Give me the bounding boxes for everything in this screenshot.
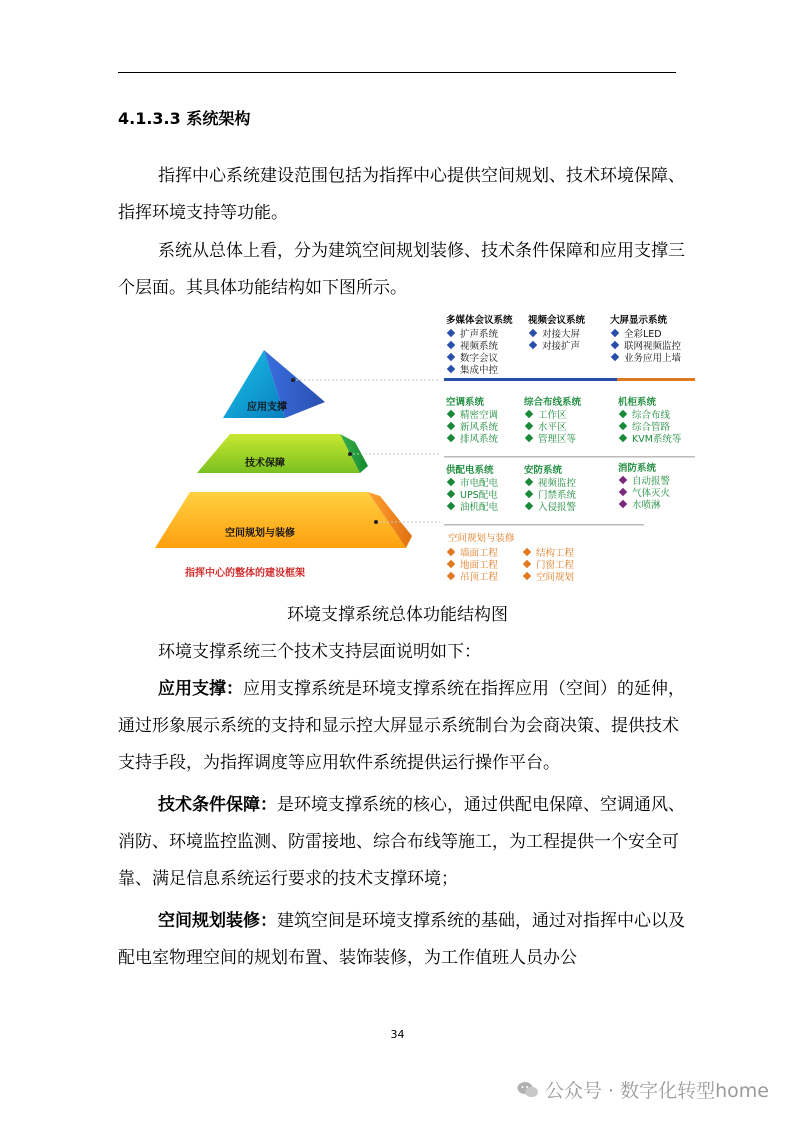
header-rule: [118, 72, 676, 73]
paragraph-app-support-text: 应用支撑系统是环境支撑系统在指挥应用（空间）的延伸，通过形象展示系统的支持和显示控大屏显示系统制台为会商决策、提供技术支持手段，为指挥调度等应用软件系统提供运行操作平台。: [118, 679, 685, 773]
paragraph-app-support-label: 应用支撑：: [158, 679, 243, 699]
list-item: 水平区: [526, 419, 567, 433]
divider-orange: [617, 378, 695, 381]
list-item: 综合布线: [620, 407, 670, 421]
list-item: 管理区等: [526, 431, 576, 445]
list-item: 水喷淋: [620, 497, 661, 511]
list-item: 入侵报警: [526, 499, 576, 513]
group-space-title: 空间规划与装修: [448, 533, 515, 544]
pyramid-bottom-face: [155, 492, 406, 548]
list-item: 空间规划: [524, 569, 574, 583]
list-item: 对接大屏: [530, 326, 580, 340]
list-item: 联网视频监控: [612, 338, 681, 352]
list-item: UPS配电: [448, 487, 498, 501]
watermark-text: 公众号 · 数字化转型home: [545, 1080, 769, 1102]
divider-gray-1: [444, 456, 695, 458]
paragraph-scope: [118, 158, 688, 232]
paragraph-overview-text: 系统从总体上看，分为建筑空间规划装修、技术条件保障和应用支撑三个层面。其具体功能结构如下图所示。: [118, 241, 685, 298]
section-heading: 4.1.3.3 系统架构: [118, 109, 251, 128]
paragraph-tech-support: [118, 787, 688, 898]
paragraph-intro: [118, 634, 688, 671]
group-fire-title: 消防系统: [618, 463, 657, 474]
watermark: [517, 1076, 769, 1103]
list-item: 地面工程: [448, 557, 498, 571]
paragraph-overview: [118, 233, 688, 307]
architecture-figure: [150, 310, 695, 590]
list-item: 排风系统: [448, 431, 498, 445]
list-item: 自动报警: [620, 473, 670, 487]
list-item: 对接扩声: [530, 338, 580, 352]
group-security-title: 安防系统: [524, 465, 563, 476]
paragraph-space-planning-text: 建筑空间是环境支撑系统的基础，通过对指挥中心以及配电室物理空间的规划布置、装饰装修，为工作值班人员办公: [118, 911, 685, 968]
list-item: 精密空调: [448, 407, 498, 421]
middle-connector-dot: [348, 452, 352, 456]
list-item: 吊顶工程: [448, 569, 498, 583]
page-number: 34: [390, 1028, 405, 1041]
figure-caption: 环境支撑系统总体功能结构图: [287, 605, 508, 625]
divider-blue: [444, 378, 617, 381]
list-item: 集成中控: [448, 362, 498, 376]
divider-gray-2: [444, 524, 644, 526]
list-item: 门禁系统: [526, 487, 576, 501]
list-item: 墙面工程: [448, 545, 498, 559]
list-item: 结构工程: [524, 545, 574, 559]
bottom-connector-dot: [374, 520, 378, 524]
list-item: 扩声系统: [448, 326, 498, 340]
list-item: 新风系统: [448, 419, 498, 433]
list-item: 数字会议: [448, 350, 498, 364]
list-item: 视频系统: [448, 338, 498, 352]
group-cabinet-title: 机柜系统: [618, 397, 657, 408]
list-item: 视频监控: [526, 475, 576, 489]
pyramid-footer-label: 指挥中心的整体的建设框架: [185, 568, 305, 579]
group-multimedia-title: 多媒体会议系统: [446, 315, 513, 326]
paragraph-tech-support-label: 技术条件保障：: [158, 795, 277, 815]
list-item: 综合管路: [620, 419, 670, 433]
group-videoconf-title: 视频会议系统: [528, 315, 586, 326]
list-item: KVM系统等: [620, 431, 681, 445]
list-item: 门窗工程: [524, 557, 574, 571]
paragraph-scope-text: 指挥中心系统建设范围包括为指挥中心提供空间规划、技术环境保障、指挥环境支持等功能。: [118, 166, 685, 223]
group-cabling-title: 综合布线系统: [524, 397, 582, 408]
list-item: 市电配电: [448, 475, 498, 489]
list-item: 全彩LED: [612, 326, 662, 340]
paragraph-app-support: [118, 671, 688, 782]
list-item: 工作区: [526, 407, 567, 421]
group-hvac-title: 空调系统: [446, 397, 485, 408]
paragraph-intro-text: 环境支撑系统三个技术支持层面说明如下：: [158, 642, 481, 662]
pyramid-bottom-label: 空间规划与装修: [225, 528, 295, 539]
list-item: 气体灭火: [620, 485, 670, 499]
paragraph-space-planning-label: 空间规划装修：: [158, 911, 277, 931]
list-item: 业务应用上墙: [612, 350, 681, 364]
pyramid-middle-label: 技术保障: [245, 458, 285, 469]
pyramid-top-label: 应用支撑: [247, 402, 287, 413]
wechat-icon: [517, 1081, 539, 1099]
top-connector-dot: [291, 378, 295, 382]
paragraph-space-planning: [118, 903, 688, 977]
group-power-title: 供配电系统: [446, 465, 494, 476]
paragraph-tech-support-text: 是环境支撑系统的核心，通过供配电保障、空调通风、消防、环境监控监测、防雷接地、综合布线等施工，为工程提供一个安全可靠、满足信息系统运行要求的技术支撑环境；: [118, 795, 685, 889]
list-item: 油机配电: [448, 499, 498, 513]
group-bigscreen-title: 大屏显示系统: [610, 315, 668, 326]
